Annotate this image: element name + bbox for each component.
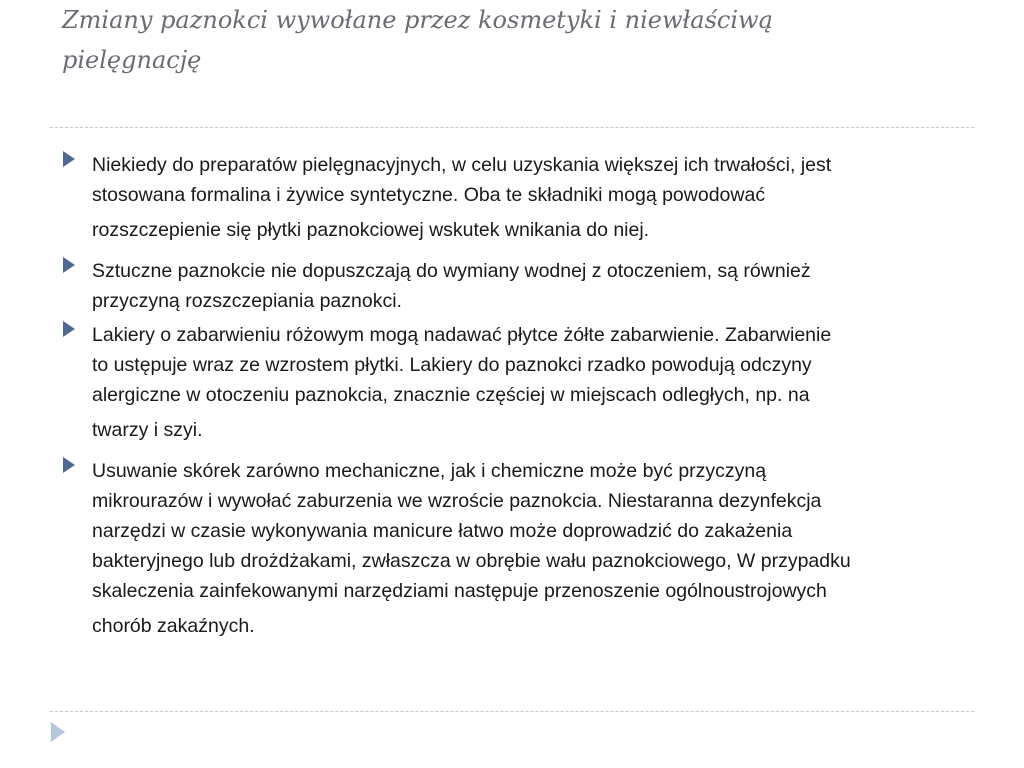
bullet-text-line: stosowana formalina i żywice syntetyczne. Oba te składniki mogą powodować <box>92 184 766 206</box>
bullet-item <box>62 320 967 452</box>
bullet-item <box>62 456 967 648</box>
bullet-text-line: Lakiery o zabarwieniu różowym mogą nadawać płytce żółte zabarwienie. Zabarwienie <box>92 324 832 346</box>
bullet-text-line: alergiczne w otoczeniu paznokcia, znacznie częściej w miejscach odległych, np. na <box>92 384 810 406</box>
bullet-item <box>62 256 967 316</box>
slide-title-line: pielęgnację <box>62 46 202 74</box>
bullet-text-line: narzędzi w czasie wykonywania manicure łatwo może doprowadzić do zakażenia <box>92 520 793 542</box>
slide-title <box>62 0 962 80</box>
bullet-text-line: Usuwanie skórek zarówno mechaniczne, jak i chemiczne może być przyczyną <box>92 460 767 482</box>
bullet-text-line: to ustępuje wraz ze wzrostem płytki. Lakiery do paznokci rzadko powodują odczyny <box>92 354 812 376</box>
footer-separator <box>50 711 974 712</box>
bullet-text-line: chorób zakaźnych. <box>92 615 255 637</box>
triangle-bullet-icon <box>62 256 76 274</box>
bullet-text-line: Sztuczne paznokcie nie dopuszczają do wymiany wodnej z otoczeniem, są również <box>92 260 811 282</box>
bullet-text-line: skaleczenia zainfekowanymi narzędziami następuje przenoszenie ogólnoustrojowych <box>92 580 827 602</box>
title-separator <box>50 127 974 128</box>
triangle-bullet-icon <box>62 150 76 168</box>
bullet-item <box>62 150 967 252</box>
corner-arrow-icon <box>50 721 66 743</box>
bullet-text-line: twarzy i szyi. <box>92 419 203 441</box>
bullet-text-line: bakteryjnego lub drożdżakami, zwłaszcza w obrębie wału paznokciowego, W przypadku <box>92 550 851 572</box>
triangle-bullet-icon <box>62 456 76 474</box>
bullet-text-line: rozszczepienie się płytki paznokciowej wskutek wnikania do niej. <box>92 219 650 241</box>
bullet-text-line: Niekiedy do preparatów pielęgnacyjnych, w celu uzyskania większej ich trwałości, jest <box>92 154 832 176</box>
bullet-list <box>62 150 967 652</box>
bullet-text-line: mikrourazów i wywołać zaburzenia we wzroście paznokcia. Niestaranna dezynfekcja <box>92 490 822 512</box>
bullet-text-line: przyczyną rozszczepiania paznokci. <box>92 290 402 312</box>
triangle-bullet-icon <box>62 320 76 338</box>
slide-title-line: Zmiany paznokci wywołane przez kosmetyki i niewłaściwą <box>62 6 773 34</box>
